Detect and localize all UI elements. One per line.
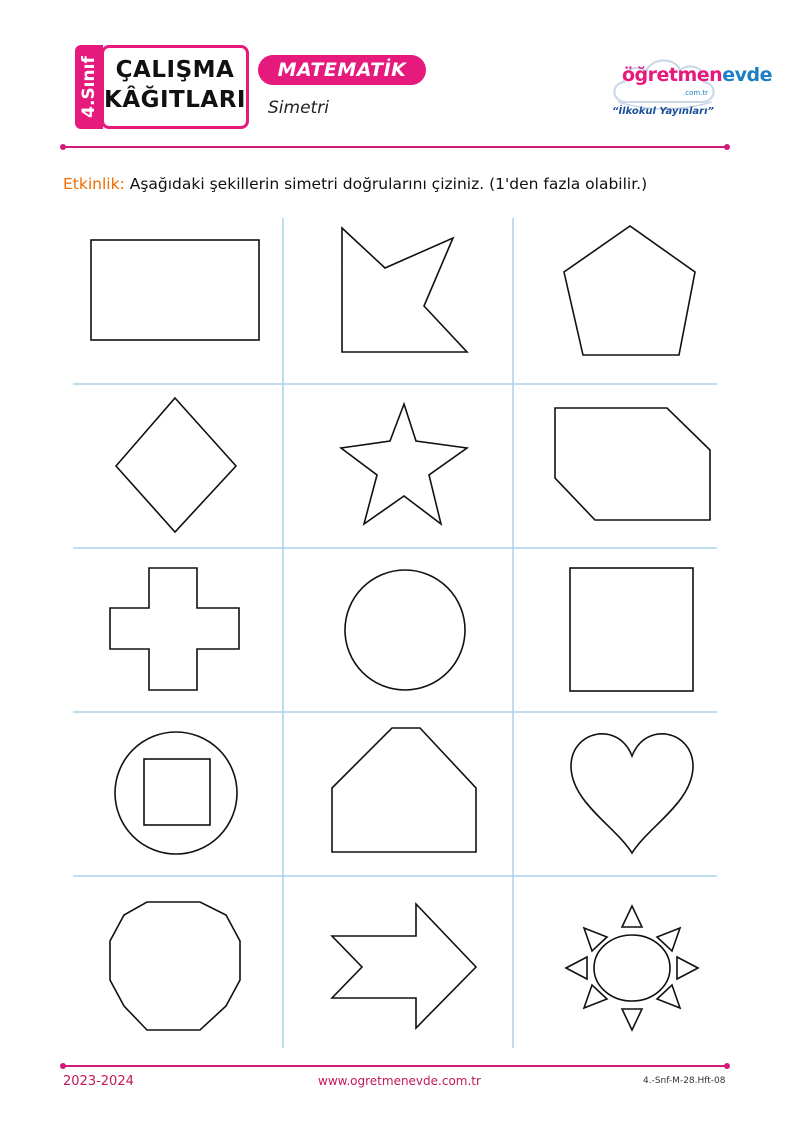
footer-code: 4.-Snf-M-28.Hft-08 [643,1076,726,1086]
shapes-canvas [63,218,727,1048]
rhombus-shape[interactable] [116,398,236,532]
grade-label: 4.Sınıf [79,56,99,118]
shapes-grid [63,218,727,1048]
cut-corner-hexagon-shape[interactable] [555,408,710,520]
instruction-label: Etkinlik: [63,175,125,193]
instruction [63,175,647,193]
square-in-circle-shape[interactable] [115,732,237,854]
arrow-shape[interactable] [332,904,476,1028]
sun-shape[interactable] [566,906,698,1030]
footer-url[interactable]: www.ogretmenevde.com.tr [318,1074,481,1088]
footer-year: 2023-2024 [63,1074,134,1089]
worksheet-title-box [101,45,249,129]
grade-badge [75,45,103,129]
logo-part-2: evde [722,64,772,86]
title-line-1: ÇALIŞMA [115,57,235,83]
rectangle-shape[interactable] [91,240,259,340]
logo-domain: .com.tr [683,89,709,97]
decagon-shape[interactable] [110,902,240,1030]
plus-cross-shape[interactable] [110,568,239,690]
subject-badge: MATEMATİK [258,55,426,85]
square-shape[interactable] [570,568,693,691]
star-shape[interactable] [341,404,467,524]
header-divider [63,146,727,148]
footer-divider [63,1065,727,1067]
pentagon-shape[interactable] [564,226,695,355]
house-shape[interactable] [332,728,476,852]
logo-part-1: öğretmen [622,64,723,86]
logo-subtitle: “İlkokul Yayınları” [612,106,714,117]
arrow-notch-shape[interactable] [342,228,467,352]
heart-shape[interactable] [571,734,693,853]
instruction-text: Aşağıdaki şekillerin simetri doğrularını çiziniz. (1'den fazla olabilir.) [129,175,648,193]
circle-shape[interactable] [345,570,465,690]
topic-label: Simetri [268,98,329,118]
title-line-2: KÂĞITLARI [104,87,246,113]
grid-lines [73,218,717,1048]
logo-wordmark [622,64,772,86]
